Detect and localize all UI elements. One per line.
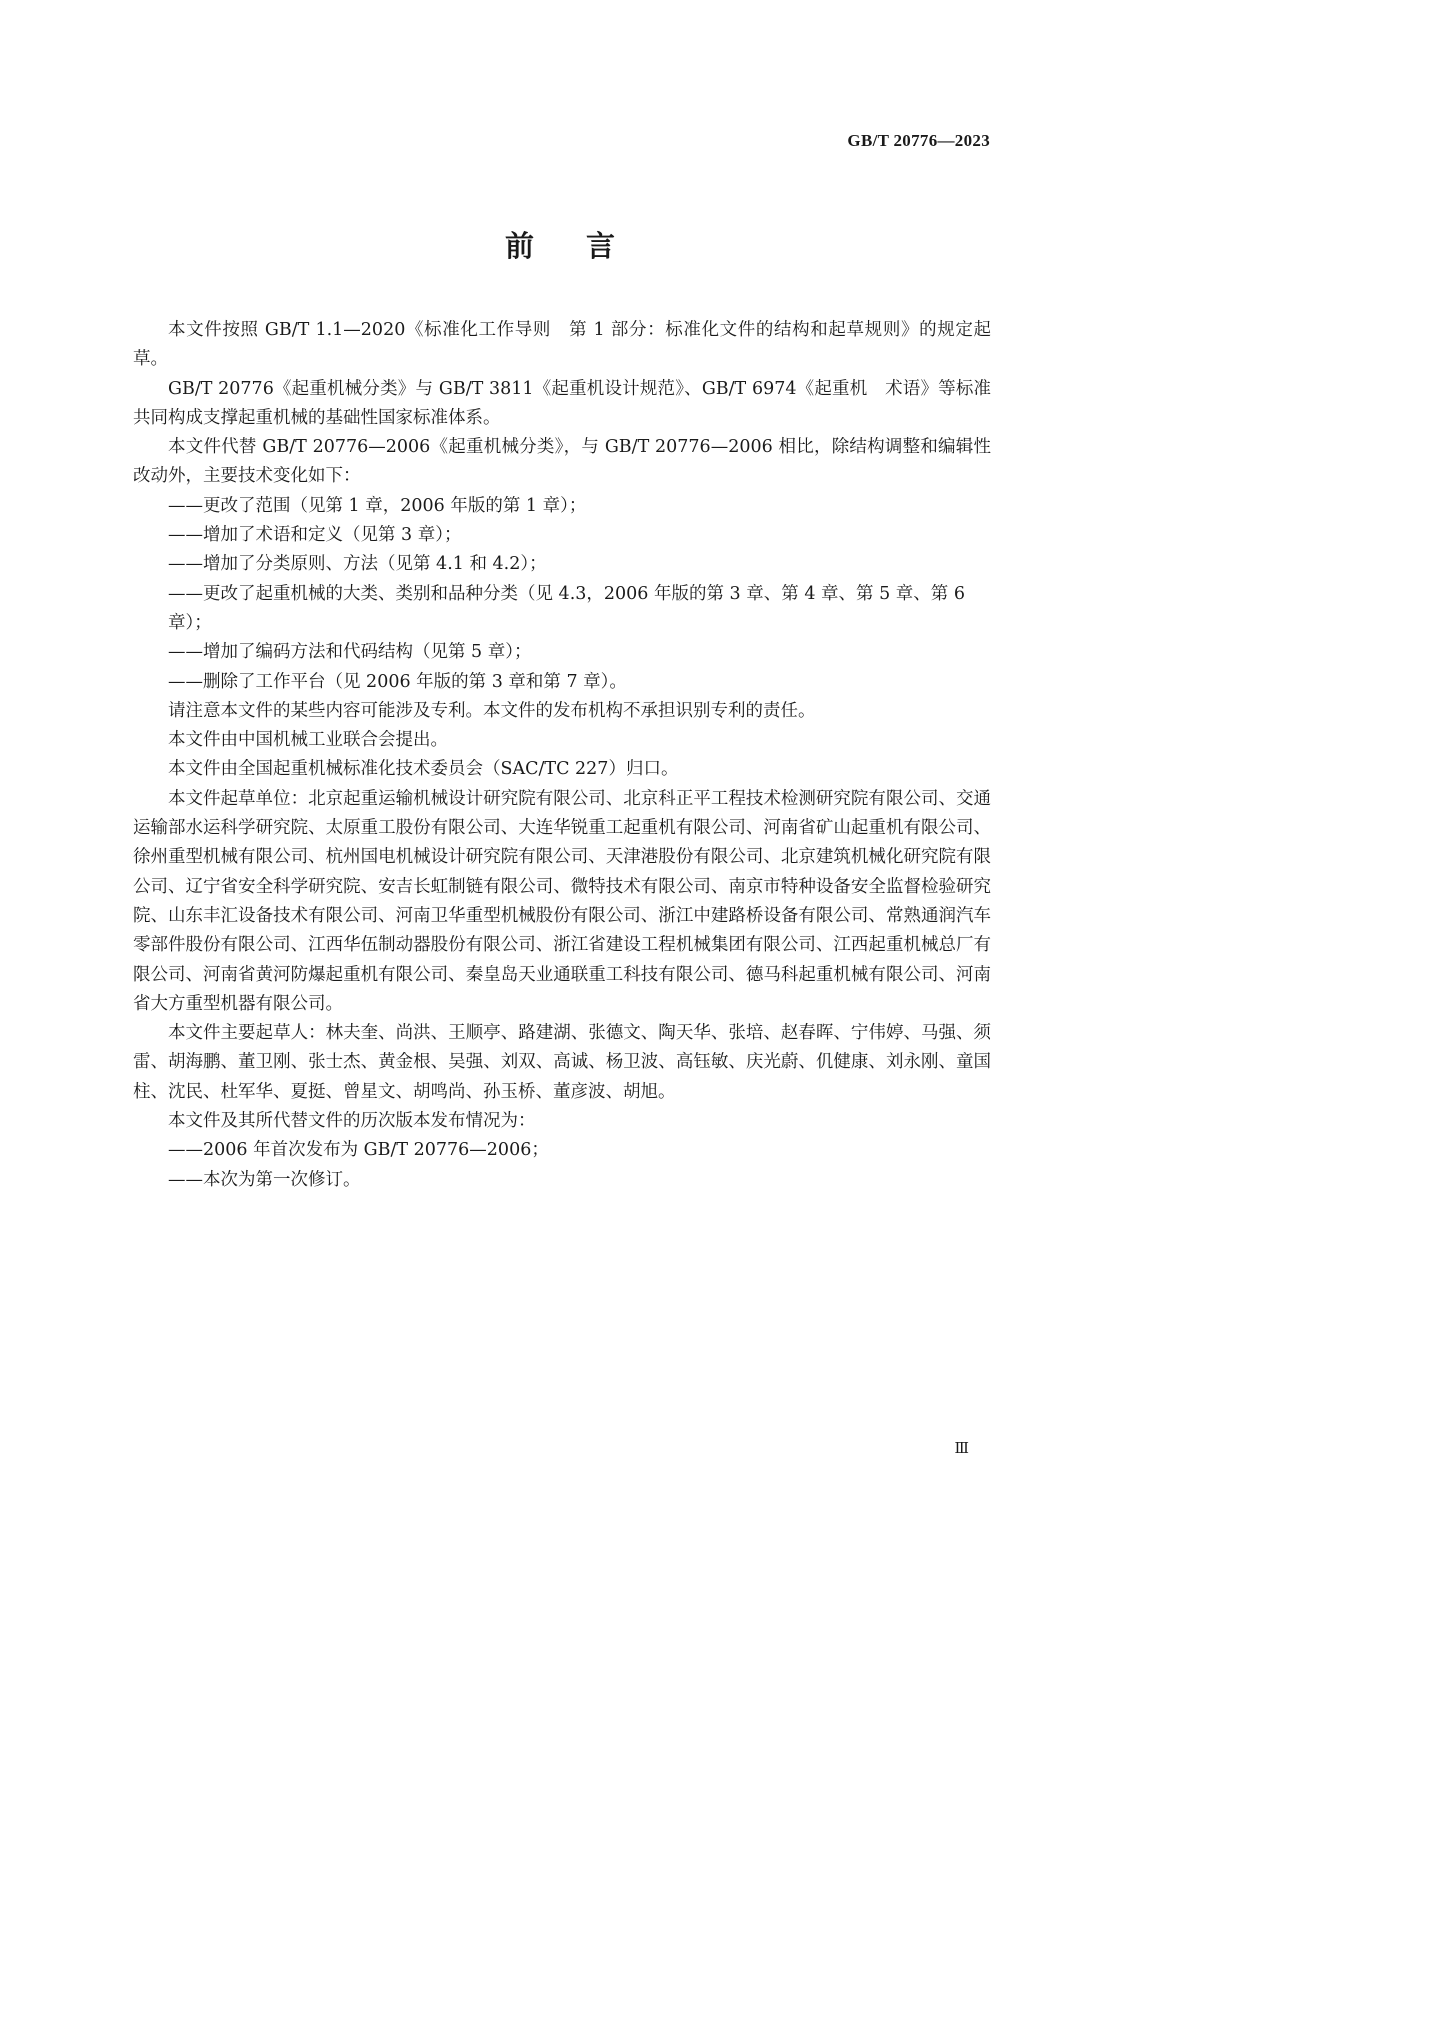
foreword-body [133,316,991,1195]
change-item: ——增加了术语和定义（见第 3 章）； [168,525,462,546]
drafting-units: 本文件起草单位：北京起重运输机械设计研究院有限公司、北京科正平工程技术检测研究院有限公司、交通运输部水运科学研究院、太原重工股份有限公司、大连华锐重工起重机有限公司、河南省矿山起重机有限公司、徐州重型机械有限公司、杭州国电机械设计研究院有限公司、天津港股份有限公司、北京建筑机械化研究院有限公司、辽宁省安全科学研究院、安吉长虹制链有限公司、微特技术有限公司、南京市特种设备安全监督检验研究院、山东丰汇设备技术有限公司、河南卫华重型机械股份有限公司、浙江中建路桥设备有限公司、常熟通润汽车零部件股份有限公司、江西华伍制动器股份有限公司、浙江省建设工程机械集团有限公司、江西起重机械总厂有限公司、河南省黄河防爆起重机有限公司、秦皇岛天业通联重工科技有限公司、德马科起重机械有限公司、河南省大方重型机器有限公司。 [133,788,991,1014]
change-item: ——删除了工作平台（见 2006 年版的第 3 章和第 7 章）。 [168,671,627,692]
proposer-notice: 本文件由中国机械工业联合会提出。 [168,730,448,751]
page-number: Ⅲ [954,1441,968,1457]
drafters: 本文件主要起草人：林夫奎、尚洪、王顺亭、路建湖、张德文、陶天华、张培、赵春晖、宁伟婷、马强、须雷、胡海鹏、董卫刚、张士杰、黄金根、吴强、刘双、高诚、杨卫波、高钰敏、庆光蔚、仉健康、刘永刚、童国柱、沈民、杜军华、夏挺、曾星文、胡鸣尚、孙玉桥、董彦波、胡旭。 [133,1023,991,1102]
change-item: ——增加了编码方法和代码结构（见第 5 章）； [168,642,532,663]
change-item: ——更改了范围（见第 1 章，2006 年版的第 1 章）； [168,495,587,516]
page-title: 前言 [504,229,667,263]
history-item: ——2006 年首次发布为 GB/T 20776—2006； [168,1140,549,1161]
patent-notice: 请注意本文件的某些内容可能涉及专利。本文件的发布机构不承担识别专利的责任。 [168,700,816,721]
history-intro: 本文件及其所代替文件的历次版本发布情况为： [168,1111,536,1132]
committee-notice: 本文件由全国起重机械标准化技术委员会（SAC/TC 227）归口。 [168,759,679,780]
change-item: ——更改了起重机械的大类、类别和品种分类（见 4.3，2006 年版的第 3 章、第 4 章、第 5 章、第 6 章）； [168,583,965,633]
standard-code: GB/T 20776—2023 [847,131,990,150]
paragraph-drafting-basis: 本文件按照 GB/T 1.1—2020《标准化工作导则 第 1 部分：标准化文件的结构和起草规则》的规定起草。 [133,320,991,370]
change-item: ——增加了分类原则、方法（见第 4.1 和 4.2）； [168,554,547,575]
paragraph-replacement: 本文件代替 GB/T 20776—2006《起重机械分类》，与 GB/T 20776—2006 相比，除结构调整和编辑性改动外，主要技术变化如下： [133,437,991,487]
paragraph-standard-system: GB/T 20776《起重机械分类》与 GB/T 3811《起重机设计规范》、GB/T 6974《起重机 术语》等标准共同构成支撑起重机械的基础性国家标准体系。 [133,378,991,428]
history-item: ——本次为第一次修订。 [168,1169,361,1190]
